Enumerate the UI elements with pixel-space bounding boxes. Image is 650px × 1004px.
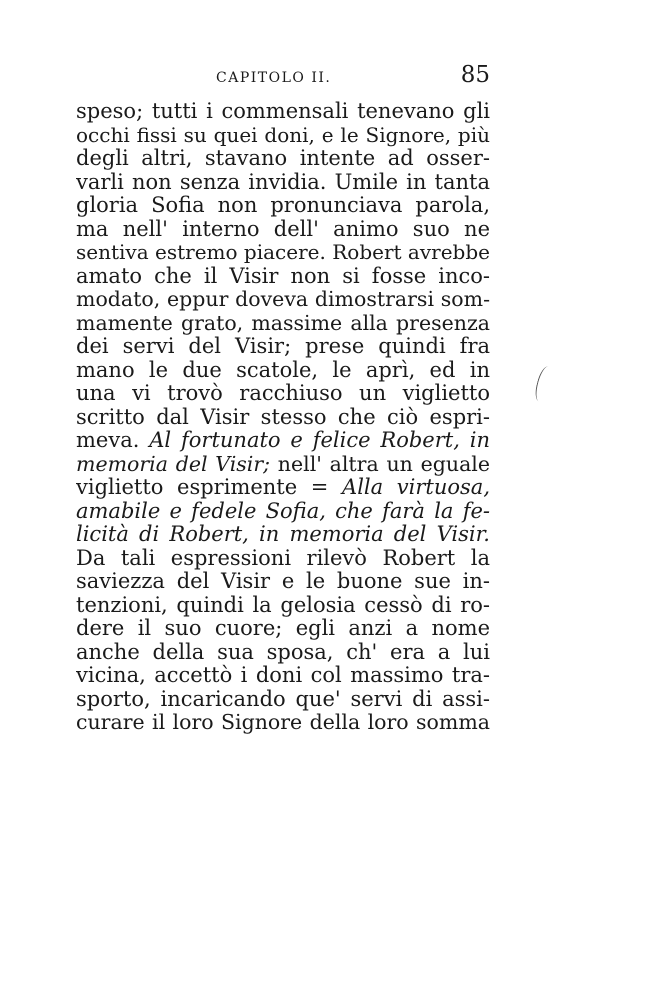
text-line [76, 382, 490, 406]
text-segment: meva. [76, 429, 150, 452]
text-segment: sporto, incaricando que' servi di assi- [76, 687, 490, 711]
text-line [76, 312, 490, 336]
text-line [76, 547, 490, 571]
text-line [76, 265, 490, 289]
text-line [76, 641, 490, 665]
margin-bracket-mark [533, 365, 555, 403]
text-line [76, 218, 490, 242]
text-line [76, 664, 490, 688]
body-text [76, 100, 490, 735]
text-line [76, 429, 490, 453]
text-line [76, 171, 490, 195]
italic-segment: licità di Robert, in memoria del Visir. [76, 523, 490, 546]
text-segment: ma nell' interno dell' animo suo ne [76, 217, 490, 241]
text-segment: speso; tutti i commensali tenevano gli [76, 100, 490, 123]
text-line [76, 476, 490, 500]
text-segment: gloria Sofia non pronunciava parola, [76, 194, 490, 217]
text-line [76, 194, 490, 218]
text-line [76, 688, 490, 712]
italic-segment: Alla virtuosa, [342, 476, 490, 499]
text-line [76, 124, 490, 148]
text-segment: amato che il Visir non si fosse inco- [76, 264, 490, 288]
text-segment: varli non senza invidia. Umile in tanta [76, 170, 490, 194]
text-segment: saviezza del Visir e le buone sue in- [76, 570, 490, 593]
text-segment: curare il loro Signore della loro somma [76, 711, 490, 734]
text-line [76, 711, 490, 735]
text-line [76, 523, 490, 547]
text-segment: dei servi del Visir; prese quindi fra [76, 335, 490, 358]
text-line [76, 359, 490, 383]
text-segment: sentiva estremo piacere. Robert avrebbe [76, 241, 490, 264]
text-segment: dere il suo cuore; egli anzi a nome [76, 617, 490, 640]
text-segment: modato, eppur doveva dimostrarsi som- [76, 288, 490, 311]
running-head: CAPITOLO II. [216, 70, 332, 86]
text-segment: anche della sua sposa, ch' era a lui [76, 640, 490, 664]
text-line [76, 453, 490, 477]
text-line [76, 594, 490, 618]
italic-segment: amabile e fedele Sofia, che farà la fe- [76, 499, 490, 523]
text-segment: mano le due scatole, le aprì, ed in [76, 358, 490, 382]
text-line [76, 570, 490, 594]
page-number: 85 [460, 62, 490, 88]
text-line [76, 147, 490, 171]
text-segment: una vi trovò racchiuso un viglietto [76, 382, 490, 405]
text-line [76, 617, 490, 641]
italic-segment: memoria del Visir; [76, 452, 271, 476]
text-segment: viglietto esprimente = [76, 476, 343, 499]
page-header [76, 62, 490, 92]
italic-segment: Al fortunato e felice Robert, in [149, 429, 490, 452]
text-segment: nell' altra un eguale [270, 452, 490, 476]
text-line [76, 288, 490, 312]
text-segment: Da tali espressioni rilevò Robert la [76, 546, 490, 570]
text-segment: tenzioni, quindi la gelosia cessò di ro- [76, 593, 490, 617]
text-line [76, 335, 490, 359]
text-segment: degli altri, stavano intente ad osser- [76, 147, 490, 170]
text-segment: scritto dal Visir stesso che ciò espri- [76, 405, 490, 429]
text-segment: mamente grato, massime alla presenza [76, 311, 490, 335]
text-segment: vicina, accettò i doni col massimo tra- [76, 664, 490, 687]
text-line [76, 100, 490, 124]
text-line [76, 406, 490, 430]
text-line [76, 500, 490, 524]
text-line [76, 241, 490, 265]
text-segment: occhi fissi su quei doni, e le Signore, più [76, 123, 490, 147]
